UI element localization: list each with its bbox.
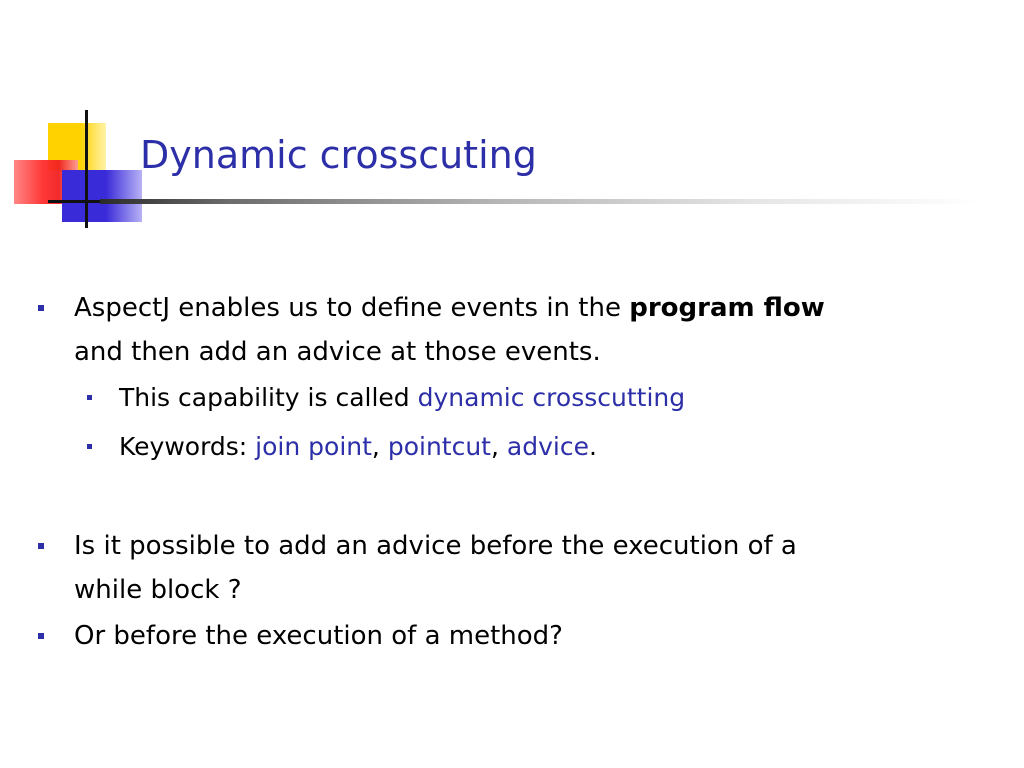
keywords-prefix: Keywords:	[119, 432, 256, 461]
sub-bullet-marker	[87, 444, 92, 449]
slide-title: Dynamic crosscuting	[140, 133, 537, 177]
bullet-text: Or before the execution of a method?	[74, 621, 563, 651]
bullet-line	[74, 286, 974, 330]
bullet-marker	[38, 305, 44, 311]
sub-bullet-keywords	[119, 425, 979, 469]
keyword-separator: ,	[490, 432, 507, 461]
sub-bullet-marker	[87, 395, 92, 400]
slide-logo-decoration	[0, 0, 160, 240]
bullet-while-block	[74, 524, 974, 612]
blue-square-decoration	[62, 170, 142, 222]
sub-bullet-text: This capability is called	[119, 383, 418, 412]
bullet-text: AspectJ enables us to define events in the	[74, 293, 630, 323]
bullet-marker	[38, 633, 44, 639]
keyword-pointcut: pointcut	[387, 432, 491, 461]
keywords-end: .	[588, 432, 597, 461]
keyword-join-point: join point	[255, 432, 372, 461]
bullet-marker	[38, 543, 44, 549]
title-underline	[100, 199, 980, 204]
keyword-advice: advice	[506, 432, 589, 461]
bullet-aspectj	[74, 286, 974, 374]
bold-term: program flow	[629, 293, 825, 323]
bullet-line: Is it possible to add an advice before the execution of a	[74, 531, 797, 561]
highlight-term: dynamic crosscutting	[417, 383, 686, 412]
bullet-method	[74, 614, 974, 658]
bullet-line-2: and then add an advice at those events.	[74, 337, 601, 367]
horizontal-line-decoration	[48, 200, 108, 203]
vertical-line-decoration	[85, 110, 88, 228]
keyword-separator: ,	[371, 432, 388, 461]
bullet-line-2: while block ?	[74, 575, 242, 605]
sub-bullet-capability	[119, 376, 979, 420]
